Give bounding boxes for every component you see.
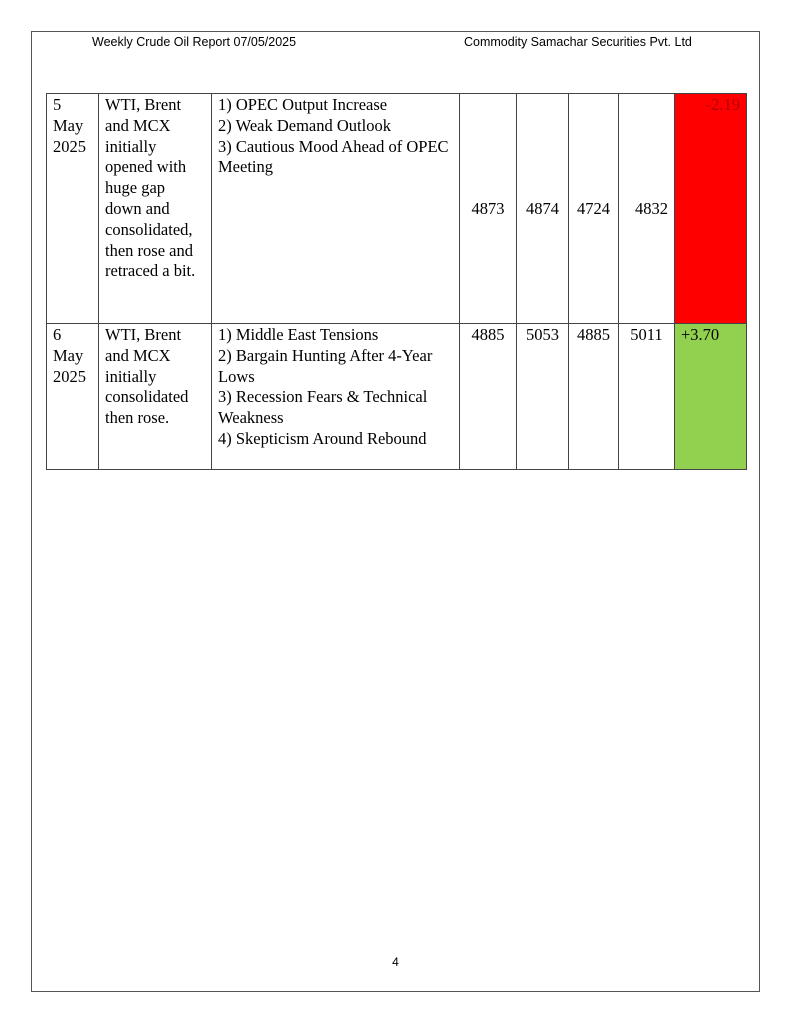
reason-item: 2) Weak Demand Outlook (218, 115, 391, 135)
date-year: 2025 (53, 136, 86, 156)
table-row (47, 94, 747, 324)
daily-report-table (46, 93, 747, 470)
reason-item: 2) Bargain Hunting After 4-Year Lows (218, 345, 433, 386)
open-cell: 4873 (460, 94, 517, 324)
summary-cell: WTI, Brent and MCX initially opened with huge gap down and consolidated, then rose and retraced a bit. (99, 94, 212, 324)
date-day: 6 (53, 325, 62, 344)
low-cell: 4724 (569, 94, 619, 324)
change-cell-negative: -2.19 (675, 94, 747, 324)
reason-item: 1) Middle East Tensions (218, 325, 379, 344)
date-month: May (53, 345, 84, 365)
date-year: 2025 (53, 366, 86, 386)
reasons-cell (212, 324, 460, 470)
report-title: Weekly Crude Oil Report 07/05/2025 (92, 35, 297, 49)
date-day: 5 (53, 95, 62, 114)
page-number: 4 (392, 955, 399, 969)
reason-item: 3) Recession Fears & Technical Weakness (218, 387, 428, 428)
high-cell: 5053 (517, 324, 569, 470)
reason-item: 3) Cautious Mood Ahead of OPEC Meeting (218, 136, 449, 177)
close-cell: 5011 (619, 324, 675, 470)
close-cell: 4832 (619, 94, 675, 324)
low-cell: 4885 (569, 324, 619, 470)
change-cell-positive: +3.70 (675, 324, 747, 470)
date-month: May (53, 115, 84, 135)
date-cell (47, 94, 99, 324)
reasons-cell (212, 94, 460, 324)
table-row (47, 324, 747, 470)
date-cell (47, 324, 99, 470)
company-name: Commodity Samachar Securities Pvt. Ltd (464, 35, 692, 49)
summary-cell: WTI, Brent and MCX initially consolidated then rose. (99, 324, 212, 470)
reason-item: 1) OPEC Output Increase (218, 95, 388, 114)
reason-item: 4) Skepticism Around Rebound (218, 428, 427, 448)
high-cell: 4874 (517, 94, 569, 324)
open-cell: 4885 (460, 324, 517, 470)
